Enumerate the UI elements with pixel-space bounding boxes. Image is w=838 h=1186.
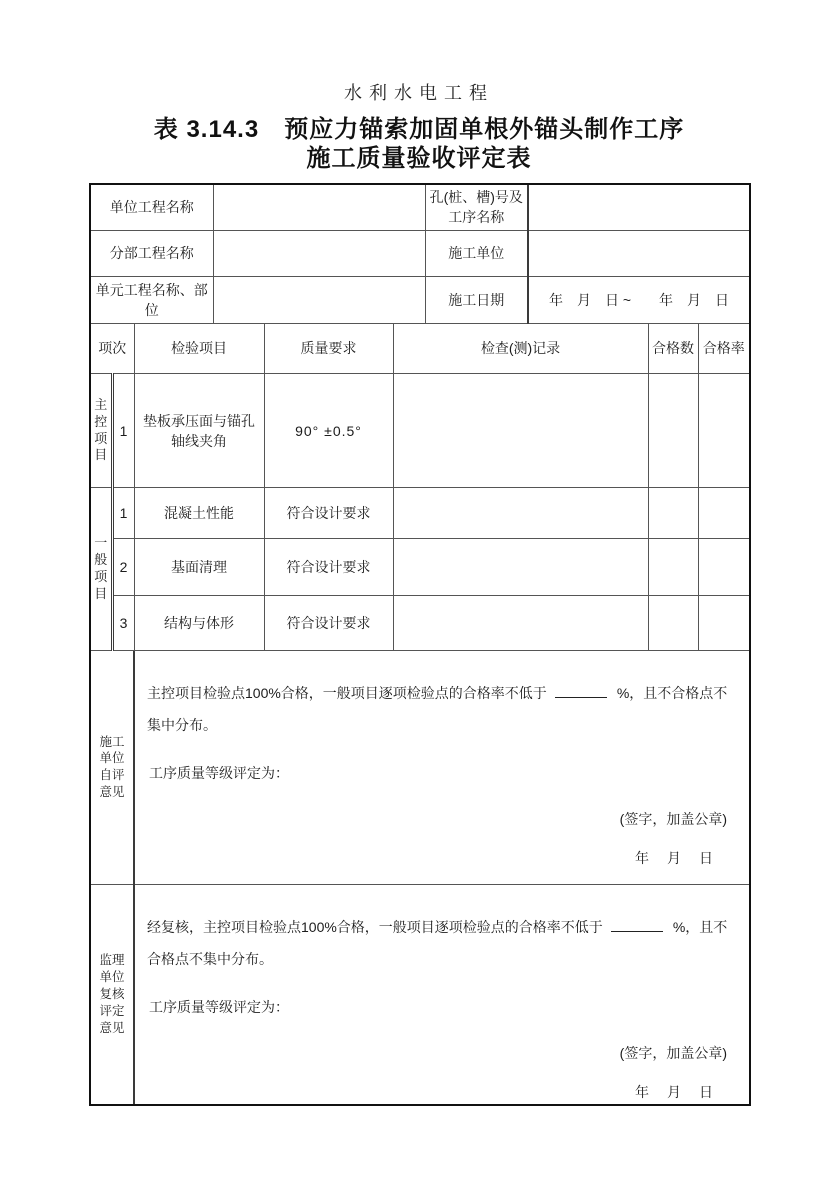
inspection-item-cell: 结构与体形: [134, 596, 264, 651]
opinion-table: [91, 651, 749, 1104]
item-no-cell: 2: [112, 539, 134, 596]
pass-count-cell[interactable]: [648, 374, 698, 488]
pass-rate-blank[interactable]: [555, 684, 607, 698]
hole-pile-slot-number-label: 孔(桩、槽)号及工序名称: [425, 185, 528, 230]
date-line: 年 月 日: [635, 1083, 715, 1100]
doc-category-label: 水利水电工程: [344, 83, 494, 103]
col-header-item-no: 项次: [91, 324, 134, 374]
col-header-pass-count: 合格数: [648, 324, 698, 374]
main-control-group-label: 主控项目: [91, 374, 112, 488]
item-no-cell: 1: [112, 374, 134, 488]
pass-rate-blank[interactable]: [611, 918, 663, 932]
pass-rate-cell[interactable]: [698, 596, 749, 651]
supervisor-review-label: 监理单位复核评定意见: [91, 884, 134, 1104]
pass-rate-cell[interactable]: [698, 539, 749, 596]
contractor-self-assessment-label: 施工单位自评意见: [91, 651, 134, 884]
construction-unit-value[interactable]: [528, 230, 749, 276]
info-table: [91, 185, 749, 324]
quality-requirement-cell: 符合设计要求: [264, 488, 393, 539]
item-no-cell: 1: [112, 488, 134, 539]
element-project-name-label: 单元工程名称、部位: [91, 276, 213, 323]
pass-count-cell[interactable]: [648, 596, 698, 651]
inspection-table: [91, 324, 749, 652]
quality-requirement-cell: 符合设计要求: [264, 596, 393, 651]
element-project-name-value[interactable]: [213, 276, 425, 323]
contractor-opinion-content: [134, 651, 749, 884]
pass-count-cell[interactable]: [648, 488, 698, 539]
item-no-cell: 3: [112, 596, 134, 651]
col-header-inspection-item: 检验项目: [134, 324, 264, 374]
general-group-label: 一般项目: [91, 488, 112, 651]
form-table: [89, 183, 751, 1106]
hole-pile-slot-number-value[interactable]: [528, 185, 749, 230]
pass-rate-cell[interactable]: [698, 374, 749, 488]
date-line: 年 月 日: [635, 850, 715, 866]
unit-project-name-value[interactable]: [213, 185, 425, 230]
pass-count-cell[interactable]: [648, 539, 698, 596]
pass-rate-cell[interactable]: [698, 488, 749, 539]
form-title-line1: 表 3.14.3 预应力锚索加固单根外锚头制作工序: [153, 116, 685, 143]
inspection-record-cell[interactable]: [393, 539, 648, 596]
form-title-line2: 施工质量验收评定表: [306, 145, 532, 172]
inspection-item-cell: 基面清理: [134, 539, 264, 596]
inspection-item-cell: 混凝土性能: [134, 488, 264, 539]
construction-date-value[interactable]: 年 月 日 ~ 年 月 日: [528, 276, 749, 323]
signature-note: (签字，加盖公章): [619, 811, 727, 827]
col-header-inspection-record: 检查(测)记录: [393, 324, 648, 374]
construction-unit-label: 施工单位: [425, 230, 528, 276]
division-project-name-value[interactable]: [213, 230, 425, 276]
supervisor-opinion-text: 经复核，主控项目检验点100%合格，一般项目逐项检验点的合格率不低于 %，且不合格点不集中分布。: [147, 918, 728, 967]
inspection-item-cell: 垫板承压面与锚孔轴线夹角: [134, 374, 264, 488]
form-title: [0, 115, 838, 173]
construction-date-label: 施工日期: [425, 276, 528, 323]
signature-note: (签字，加盖公章): [619, 1044, 727, 1061]
quality-requirement-cell: 90° ±0.5°: [264, 374, 393, 488]
division-project-name-label: 分部工程名称: [91, 230, 213, 276]
col-header-quality-requirement: 质量要求: [264, 324, 393, 374]
supervisor-opinion-content: [134, 884, 749, 1104]
unit-project-name-label: 单位工程名称: [91, 185, 213, 230]
grade-line: 工序质量等级评定为：: [149, 998, 289, 1015]
grade-line: 工序质量等级评定为：: [149, 765, 289, 781]
contractor-opinion-text: 主控项目检验点100%合格，一般项目逐项检验点的合格率不低于 %，且不合格点不集中分布。: [147, 685, 728, 733]
inspection-record-cell[interactable]: [393, 374, 648, 488]
inspection-record-cell[interactable]: [393, 596, 648, 651]
inspection-record-cell[interactable]: [393, 488, 648, 539]
quality-requirement-cell: 符合设计要求: [264, 539, 393, 596]
col-header-pass-rate: 合格率: [698, 324, 749, 374]
